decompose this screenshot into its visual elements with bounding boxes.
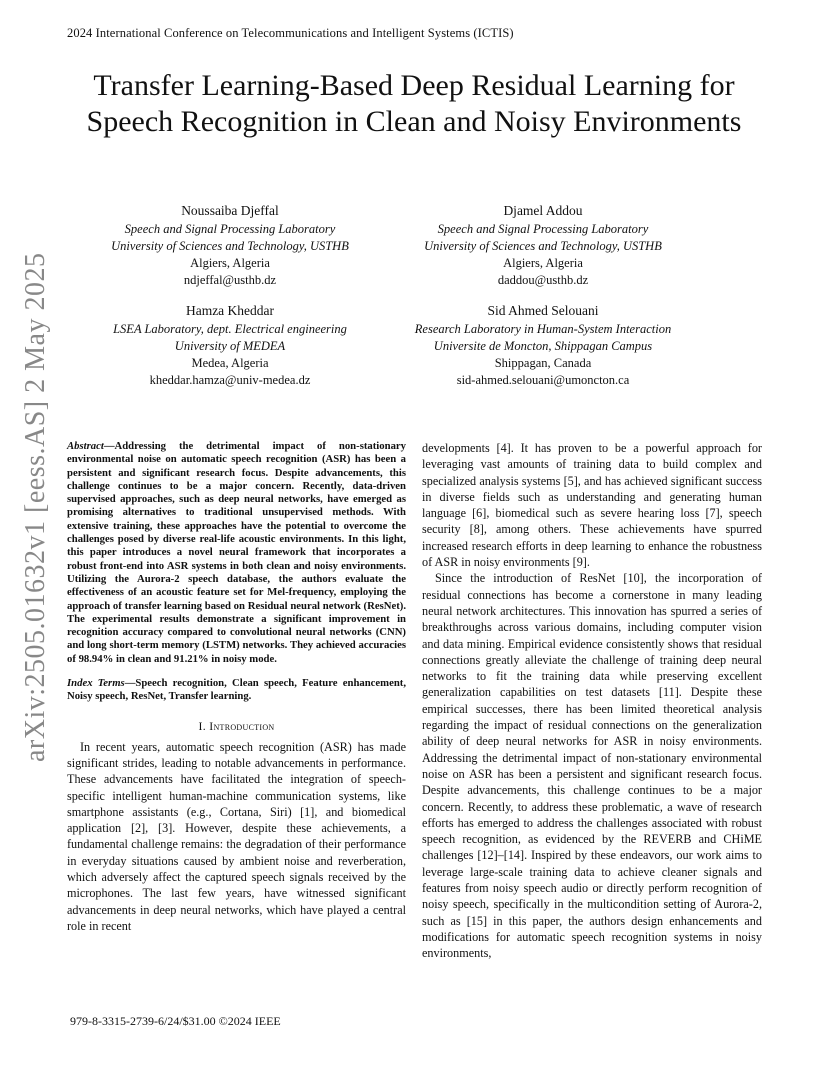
index-terms-lead: Index Terms — [67, 677, 125, 690]
author-email: daddou@usthb.dz — [497, 273, 589, 287]
section-heading: I. Introduction — [198, 718, 275, 733]
author-affiliation: University of Sciences and Technology, USTHB — [111, 239, 349, 253]
author-affiliation: Speech and Signal Processing Laboratory — [437, 222, 649, 236]
author-block — [378, 202, 708, 289]
index-terms — [67, 677, 406, 704]
author-name: Sid Ahmed Selouani — [487, 303, 599, 318]
author-affiliation: University of Sciences and Technology, USTHB — [424, 239, 662, 253]
left-column — [67, 440, 406, 934]
author-name: Djamel Addou — [503, 203, 583, 218]
author-block — [65, 202, 395, 289]
author-affiliation: Research Laboratory in Human-System Interaction — [414, 322, 672, 336]
author-affiliation: Speech and Signal Processing Laboratory — [124, 222, 336, 236]
arxiv-stamp: arXiv:2505.01632v1 [eess.AS] 2 May 2025 — [20, 252, 51, 762]
body-paragraph: In recent years, automatic speech recognition (ASR) has made significant strides, leading to notable advancements in performance. These advancements have facilitated the integration of speech-specific intelligent human-machine communication systems, like smartphone assistants (e.g., Cortana, Siri) [1], and biomedical application [2], [3]. However, despite these achievements, a fundamental challenge remains: the degradation of their performance in everyday situations caused by ambient noise and reverberation, which adversely affect the captured speech signals received by the microphones. The last few years, have witnessed significant advancements in deep neural networks, which have played a central role in recent — [67, 739, 406, 933]
author-email: sid-ahmed.selouani@umoncton.ca — [456, 373, 630, 387]
author-block — [378, 302, 708, 389]
author-location: Algiers, Algeria — [190, 256, 270, 270]
right-column — [422, 440, 762, 962]
author-block — [65, 302, 395, 389]
author-location: Algiers, Algeria — [503, 256, 583, 270]
body-paragraph: developments [4]. It has proven to be a powerful approach for leveraging vast amounts of training data to build complex and specialized analysis systems [5], and has achieved significant success in diverse fields such as understanding and generating human language [6], biomedical such as severe hearing loss [7], speech security [8], among others. These achievements have spurred increased research efforts in deep learning to enhance the robustness of ASR in noisy environments [9]. — [422, 441, 762, 570]
author-name: Noussaiba Djeffal — [181, 203, 279, 218]
author-location: Medea, Algeria — [191, 356, 269, 370]
author-location: Shippagan, Canada — [494, 356, 592, 370]
conference-header: 2024 International Conference on Telecommunications and Intelligent Systems (ICTIS) — [67, 26, 514, 40]
body-paragraph: Since the introduction of ResNet [10], the incorporation of residual connections has become a cornerstone in many leading neural network architectures. This innovation has spurred a series of breakthroughs across various domains, including computer vision and data mining. Empirical evidence consistently shows that residual connections greatly alleviate the challenge of training deep neural networks to fit the training data while preserving excellent generalization capabilities on test datasets [11]. Despite these empirical successes, there has been limited theoretical analysis regarding the impact of residual connections on the generalization ability of deep neural networks for ASR in noisy environments. Addressing the detrimental impact of non-stationary environmental noise on ASR has been a persistent and significant research focus. Despite advancements, this challenge continues to be a major concern. Recently, to address these problematic, a wave of research efforts has emerged to address the challenges associated with robust speech recognition, as evidenced by the REVERB and CHiME challenges [12]–[14]. Inspired by these endeavors, our work aims to leverage large-scale training data to achieve cleaner signals and features from noisy speech audio or directly perform recognition of noisy speech, specifically in the multicondition setting of Aurora-2, such as [15] in this paper, the authors design enhancements and modifications for automatic speech recognition systems in noisy environments, — [422, 571, 762, 961]
author-affiliation: University of MEDEA — [174, 339, 286, 353]
author-affiliation: Universite de Moncton, Shippagan Campus — [433, 339, 653, 353]
copyright-footer: 979-8-3315-2739-6/24/$31.00 ©2024 IEEE — [70, 1014, 281, 1028]
author-name: Hamza Kheddar — [185, 303, 275, 318]
index-terms-text: —Speech recognition, Clean speech, Feature enhancement, Noisy speech, ResNet, Transfer learning. — [67, 677, 406, 703]
author-email: ndjeffal@usthb.dz — [183, 273, 277, 287]
author-email: kheddar.hamza@univ-medea.dz — [149, 373, 311, 387]
abstract — [67, 440, 406, 666]
abstract-text: —Addressing the detrimental impact of non-stationary environmental noise on automatic speech recognition (ASR) has been a persistent and significant research focus. Despite advancements, this challenge continues to be a major concern. Recently, data-driven supervised approaches, such as deep neural networks, have emerged as promising alternatives to traditional unsupervised methods. With extensive training, these approaches have the potential to overcome the challenges posed by diverse real-life acoustic environments. In this light, this paper introduces a novel neural framework that incorporates a robust front-end into ASR systems in both clean and noisy environments. Utilizing the Aurora-2 speech database, the authors evaluate the effectiveness of an acoustic feature set for Mel-frequency, employing the approach of transfer learning based on Residual neural network (ResNet). The experimental results demonstrate a significant improvement in recognition accuracy compared to convolutional neural networks (CNN) and long short-term memory (LSTM) networks. They achieved accuracies of 98.94% in clean and 91.21% in noisy mode. — [67, 440, 406, 665]
abstract-lead: Abstract — [67, 440, 104, 452]
author-affiliation: LSEA Laboratory, dept. Electrical engineering — [113, 322, 347, 336]
paper-title: Transfer Learning-Based Deep Residual Learning for Speech Recognition in Clean and Noisy Environments — [86, 69, 742, 138]
